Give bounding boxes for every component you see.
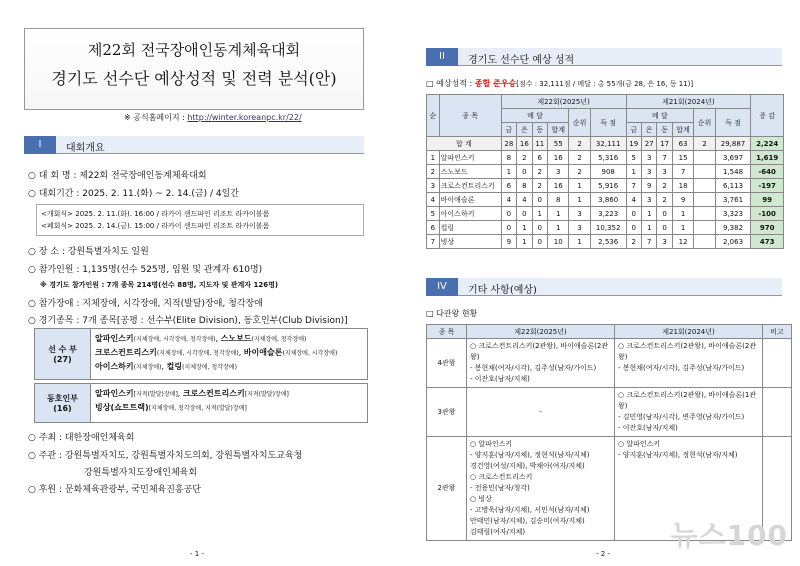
watermark-logo: 뉴스100: [670, 519, 788, 552]
multi-medal-row: [427, 339, 792, 388]
opening-ceremony: <개회식> 2025. 2. 11.(화). 16:00 / 라카이 샌드파인 리조트 라카이볼룸: [41, 210, 270, 218]
page-number: - 2 -: [596, 550, 610, 558]
col-rank-2025: 순위: [569, 109, 590, 137]
table-cell: 9,382: [715, 221, 751, 235]
table-cell: 바이애슬론: [439, 193, 501, 207]
multi-medal-note: [763, 339, 792, 388]
athlete-line: - 봉현채(여자/시각), 김주성(남자/가이드): [470, 364, 597, 372]
table-cell: 1,548: [715, 165, 751, 179]
athlete-line: ○ 크로스컨트리스키(2관왕), 바이애슬론(1관왕): [618, 391, 757, 410]
col-bronze: 동: [532, 123, 547, 137]
table-cell: 3: [427, 179, 440, 193]
athlete-line: 경건영(여성/지체), 박채아(여자/지체): [470, 462, 585, 470]
ceremony-note: [36, 204, 364, 236]
table-cell: 스노보드: [439, 165, 501, 179]
table-cell: 19: [626, 137, 641, 151]
sport-class: (지체장애, 청각장애): [251, 336, 307, 343]
table-cell: 빙상: [439, 235, 501, 249]
total-row: [427, 137, 784, 151]
sport-class: (지체장애): [133, 364, 162, 371]
title-box: [24, 28, 364, 110]
col-note: 비고: [763, 325, 792, 339]
col-sum: 합계: [672, 123, 693, 137]
table-cell: 3,860: [590, 193, 626, 207]
table-cell: 7: [672, 165, 693, 179]
table-cell: 12: [672, 235, 693, 249]
multi-medal-title: □ 다관왕 현황: [426, 309, 478, 318]
table-cell: 5,316: [590, 151, 626, 165]
col-gold: 금: [501, 123, 516, 137]
table-cell: [694, 221, 715, 235]
multi-medal-cell: [467, 339, 615, 388]
table-cell: 3: [569, 207, 590, 221]
table-cell: 1: [517, 221, 532, 235]
sport-class: (지체장애, 시각장애): [282, 350, 338, 357]
table-cell: 크로스컨트리스키: [439, 179, 501, 193]
event-name: ○ 대 회 명 : 제22회 전국장애인동계체육대회: [28, 171, 207, 181]
table-cell: 28: [501, 137, 516, 151]
table-cell: 1: [569, 235, 590, 249]
col-gold: 금: [626, 123, 641, 137]
col-diff: 증 감: [751, 95, 784, 137]
table-cell: 10: [548, 235, 569, 249]
table-cell: 17: [657, 137, 672, 151]
multi-medal-table: [426, 324, 792, 541]
table-cell: 3: [657, 165, 672, 179]
table-cell: 0: [532, 221, 547, 235]
sport-name: 알파인스키: [95, 389, 134, 398]
table-cell: 1: [532, 207, 547, 221]
col-silver: 은: [641, 123, 656, 137]
table-cell: 2: [427, 165, 440, 179]
table-cell: [694, 207, 715, 221]
table-cell: 3: [657, 235, 672, 249]
sport-name: 크로스컨트리스키: [95, 348, 157, 357]
table-cell: -100: [751, 207, 784, 221]
table-cell: 7: [657, 151, 672, 165]
sport-name: 크로스컨트리스키: [182, 389, 245, 398]
sport-class: (지체장애, 청각장애): [182, 364, 237, 371]
table-cell: 1: [569, 179, 590, 193]
table-cell: 1: [641, 207, 656, 221]
sport-name: 컬링: [166, 362, 183, 371]
club-division-box: [34, 383, 368, 423]
athlete-line: ○ 빙상: [470, 495, 492, 503]
table-cell: 3,323: [715, 207, 751, 221]
athlete-line: ○ 크로스컨트리스키(2관왕), 바이애슬론(2관왕): [470, 342, 609, 361]
table-cell: 0: [517, 165, 532, 179]
section-label: 경기도 선수단 예상 성적: [468, 55, 575, 66]
table-cell: 0: [626, 221, 641, 235]
col-seq: 순: [427, 95, 440, 137]
table-cell: 3: [641, 165, 656, 179]
table-cell: 1: [501, 165, 516, 179]
table-cell: 970: [751, 221, 784, 235]
table-cell: 2: [569, 151, 590, 165]
table-cell: [694, 235, 715, 249]
table-cell: 8: [548, 193, 569, 207]
athlete-line: ○ 크로스컨트리스키(2관왕), 바이애슬론(2관왕): [618, 342, 757, 361]
elite-division-box: [34, 328, 368, 380]
table-cell: 16: [517, 137, 532, 151]
event-period: ○ 대회기간 : 2025. 2. 11.(화) ~ 2. 14.(금) / 4일간: [28, 189, 239, 199]
athlete-line: - 봉현채(여자/시각), 김주성(남자/가이드): [618, 364, 745, 372]
section-header-results: [426, 48, 782, 66]
table-cell: 3,761: [715, 193, 751, 207]
table-cell: 63: [672, 137, 693, 151]
athlete-line: ○ 알파인스키: [470, 440, 513, 448]
col-medal-2025: 메 달: [501, 109, 569, 123]
table-cell: 아이스하키: [439, 207, 501, 221]
table-row: [427, 193, 784, 207]
table-cell: 15: [672, 151, 693, 165]
table-cell: 7: [427, 235, 440, 249]
multi-medal-row: [427, 388, 792, 437]
table-cell: 6: [427, 221, 440, 235]
table-cell: [694, 193, 715, 207]
section-header-overview: [24, 136, 364, 154]
table-cell: 5: [626, 151, 641, 165]
host: ○ 주최 : 대한장애인체육회: [28, 433, 135, 443]
table-cell: 99: [751, 193, 784, 207]
athlete-line: -: [539, 407, 542, 416]
table-cell: 16: [548, 179, 569, 193]
table-cell: -197: [751, 179, 784, 193]
table-cell: 4: [501, 193, 516, 207]
col-sport: 종 목: [439, 95, 501, 137]
table-cell: 473: [751, 235, 784, 249]
table-cell: [694, 179, 715, 193]
elite-division-header: [35, 329, 91, 379]
table-cell: 2: [532, 165, 547, 179]
table-cell: 16: [548, 151, 569, 165]
multi-medal-kind: 4관왕: [427, 339, 467, 388]
elite-division-list: 알파인스키(지체장애, 시각장애, 청각장애), 스노보드(지체장애, 청각장애) 크로스컨트리스키(지체장애, 시각장애, 청각장애), 바이애슬론(지체장애, 시각장애) 아이스하키(지체장애), 컬링(지체장애, 청각장애): [95, 334, 338, 371]
sport-class: (지체장애, 시각장애, 청각장애): [156, 350, 239, 357]
table-cell: 9: [672, 193, 693, 207]
sport-name: 스노보드: [220, 334, 252, 343]
athlete-line: - 이잔호(남자/지체): [618, 424, 678, 432]
athlete-line: - 이잔호(남자/지체): [470, 375, 530, 383]
table-cell: 7: [641, 235, 656, 249]
table-cell: 2: [517, 151, 532, 165]
club-label: 동호인부: [47, 394, 78, 403]
col-score-2025: 득 점: [590, 109, 626, 137]
table-cell: 합 계: [427, 137, 502, 151]
table-cell: 2: [694, 137, 715, 151]
table-cell: 0: [657, 207, 672, 221]
homepage-link[interactable]: http://winter.koreanpc.kr/22/: [187, 113, 302, 122]
col-medal-2024: 메 달: [626, 109, 694, 123]
multi-medal-note: [763, 388, 792, 437]
table-cell: 32,111: [590, 137, 626, 151]
table-row: [427, 165, 784, 179]
club-division-header: [35, 384, 91, 422]
table-cell: 컬링: [439, 221, 501, 235]
table-cell: 6,113: [715, 179, 751, 193]
table-cell: 2: [657, 179, 672, 193]
table-cell: 1,619: [751, 151, 784, 165]
table-cell: 55: [548, 137, 569, 151]
section-number: II: [426, 48, 458, 66]
col-sum: 합계: [548, 123, 569, 137]
table-row: [427, 207, 784, 221]
summary-highlight: 종합 준우승: [474, 79, 517, 88]
col-2025: 제22회(2025년): [501, 95, 626, 109]
disability-types: ○ 참가장애 : 지체장애, 시각장애, 지적(발달)장애, 청각장애: [28, 299, 263, 309]
multi-medal-kind: 2관왕: [427, 437, 467, 541]
section-label: 대회개요: [66, 143, 105, 154]
table-cell: 2: [569, 137, 590, 151]
table-cell: 4: [626, 193, 641, 207]
sport-class: [지적(발달)장애]: [244, 391, 289, 398]
table-cell: [694, 165, 715, 179]
table-row: [427, 179, 784, 193]
sports-list: ○ 경기종목 : 7개 종목[공평 : 선수부(Elite Division), 동호인부(Club Division)]: [28, 316, 348, 326]
table-cell: 0: [657, 221, 672, 235]
table-cell: [694, 151, 715, 165]
elite-count: (27): [53, 355, 72, 364]
table-row: [427, 151, 784, 165]
summary-detail: [점수 : 32,111점 / 메달 : 총 55개(금 28, 은 16, 동 11)]: [516, 80, 694, 88]
col-silver: 은: [517, 123, 532, 137]
table-cell: 2,224: [751, 137, 784, 151]
athlete-line: - 전용민(남자/청각): [470, 484, 530, 492]
table-row: [427, 221, 784, 235]
sport-name: 아이스하키: [95, 362, 134, 371]
table-cell: 0: [501, 221, 516, 235]
table-cell: 5: [427, 207, 440, 221]
table-cell: 3: [569, 221, 590, 235]
table-cell: 1: [672, 207, 693, 221]
col-kind: 종 목: [427, 325, 467, 339]
col-rank-2024: 순위: [694, 109, 715, 137]
table-cell: 알파인스키: [439, 151, 501, 165]
athlete-line: 김태림(여자/지체): [470, 528, 526, 536]
section-number: I: [24, 136, 56, 154]
sport-name: 빙상(쇼트트랙): [95, 403, 149, 412]
table-cell: 1: [548, 207, 569, 221]
multi-medal-kind: 3관왕: [427, 388, 467, 437]
summary-prefix: □ 예상성적 :: [426, 79, 475, 88]
table-cell: 1: [626, 165, 641, 179]
table-cell: 2: [626, 235, 641, 249]
table-cell: 1: [569, 193, 590, 207]
organizer-cont: 강원특별자치도장애인체육회: [84, 468, 198, 478]
section-number: IV: [426, 278, 458, 296]
multi-medal-cell: [467, 437, 615, 541]
table-cell: 2: [532, 179, 547, 193]
athlete-line: - 양지훈(남자/지체), 정현석(남자/지체): [470, 451, 590, 459]
sport-class: [지적(발달)장애]: [133, 391, 178, 398]
table-cell: 2,063: [715, 235, 751, 249]
page-2: [410, 8, 796, 560]
athlete-line: 안태민(남자/지체), 김승미(여자/지체): [470, 517, 585, 525]
table-cell: 3: [641, 151, 656, 165]
homepage-label: ※ 공식홈페이지 :: [124, 113, 185, 122]
table-cell: 908: [590, 165, 626, 179]
table-cell: 2: [657, 193, 672, 207]
homepage-line: [124, 112, 302, 123]
table-cell: 3: [548, 165, 569, 179]
sport-class: (지체장애, 시각장애, 청각장애): [133, 336, 216, 343]
table-cell: 0: [532, 193, 547, 207]
event-title: 제22회 전국장애인동계체육대회: [87, 41, 301, 59]
table-cell: 2: [569, 165, 590, 179]
table-cell: 1: [641, 221, 656, 235]
table-cell: -640: [751, 165, 784, 179]
participants: ○ 참가인원 : 1,135명(선수 525명, 임원 및 관계자 610명): [28, 265, 263, 275]
col-2025: 제22회(2025년): [467, 325, 615, 339]
table-cell: 3: [641, 193, 656, 207]
athlete-line: ○ 크로스컨트리스키: [470, 473, 533, 481]
table-cell: 1: [548, 221, 569, 235]
section-label: 기타 사항(예상): [468, 285, 537, 296]
table-cell: 11: [532, 137, 547, 151]
table-cell: 29,887: [715, 137, 751, 151]
summary-line: [426, 78, 693, 89]
elite-label: 선 수 부: [48, 345, 77, 354]
table-cell: 9: [501, 235, 516, 249]
organizer: ○ 주관 : 강원특별자치도, 강원특별자치도의회, 강원특별자치도교육청: [28, 451, 303, 461]
table-cell: 1: [672, 221, 693, 235]
athlete-line: - 고병욱(남자/지체), 서민석(남자/지체): [470, 506, 590, 514]
page-1: [4, 8, 390, 560]
table-cell: 6: [501, 179, 516, 193]
results-table: [426, 94, 784, 249]
table-cell: 1: [517, 235, 532, 249]
sponsor: ○ 후원 : 문화체육관광부, 국민체육진흥공단: [28, 485, 201, 495]
section-header-other: [426, 278, 782, 296]
table-cell: 8: [501, 151, 516, 165]
table-cell: 4: [427, 193, 440, 207]
sport-name: 알파인스키: [95, 334, 134, 343]
athlete-line: - 양지훈(남자/지체), 정현석(남자/지체): [618, 451, 738, 459]
table-row: [427, 235, 784, 249]
table-cell: 0: [501, 207, 516, 221]
sport-name: 바이애슬론: [243, 348, 283, 357]
athlete-line: - 김민영(남자/시각), 변주영(남자/가이드): [618, 413, 745, 421]
table-cell: 0: [626, 207, 641, 221]
multi-medal-cell: [615, 339, 763, 388]
table-cell: 9: [641, 179, 656, 193]
venue: ○ 장 소 : 강원특별자치도 일원: [28, 247, 149, 257]
table-cell: 6: [532, 151, 547, 165]
athlete-line: ○ 알파인스키: [618, 440, 661, 448]
sport-class: [지체장애, 청각장애, 지적(발달)장애]: [148, 405, 247, 412]
table-cell: 0: [532, 235, 547, 249]
report-title: 경기도 선수단 예상성적 및 전력 분석(안): [51, 69, 337, 88]
multi-medal-cell: [467, 388, 615, 437]
table-cell: 8: [517, 179, 532, 193]
col-score-2024: 득 점: [715, 109, 751, 137]
table-cell: 1: [427, 151, 440, 165]
club-count: (16): [53, 404, 72, 413]
col-bronze: 동: [657, 123, 672, 137]
table-cell: 3,697: [715, 151, 751, 165]
table-cell: 27: [641, 137, 656, 151]
col-2024: 제21회(2024년): [626, 95, 751, 109]
table-cell: 7: [626, 179, 641, 193]
multi-medal-cell: [615, 388, 763, 437]
page-number: - 1 -: [190, 550, 204, 558]
table-cell: 18: [672, 179, 693, 193]
table-cell: 0: [517, 207, 532, 221]
table-cell: 10,352: [590, 221, 626, 235]
col-2024: 제21회(2024년): [615, 325, 763, 339]
table-cell: 2,536: [590, 235, 626, 249]
closing-ceremony: <폐회식> 2025. 2. 14.(금). 15:00 / 라카이 샌드파인 리조트 라카이볼룸: [41, 222, 270, 230]
table-cell: 5,916: [590, 179, 626, 193]
table-cell: 4: [517, 193, 532, 207]
table-cell: 3,223: [590, 207, 626, 221]
club-division-list: 알파인스키[지적(발달)장애], 크로스컨트리스키[지적(발달)장애] 빙상(쇼트트랙)[지체장애, 청각장애, 지적(발달)장애]: [95, 389, 289, 412]
gyeonggi-note: ※ 경기도 참가인원 : 7개 종목 214명(선수 88명, 지도자 및 관계자 126명): [40, 281, 279, 289]
